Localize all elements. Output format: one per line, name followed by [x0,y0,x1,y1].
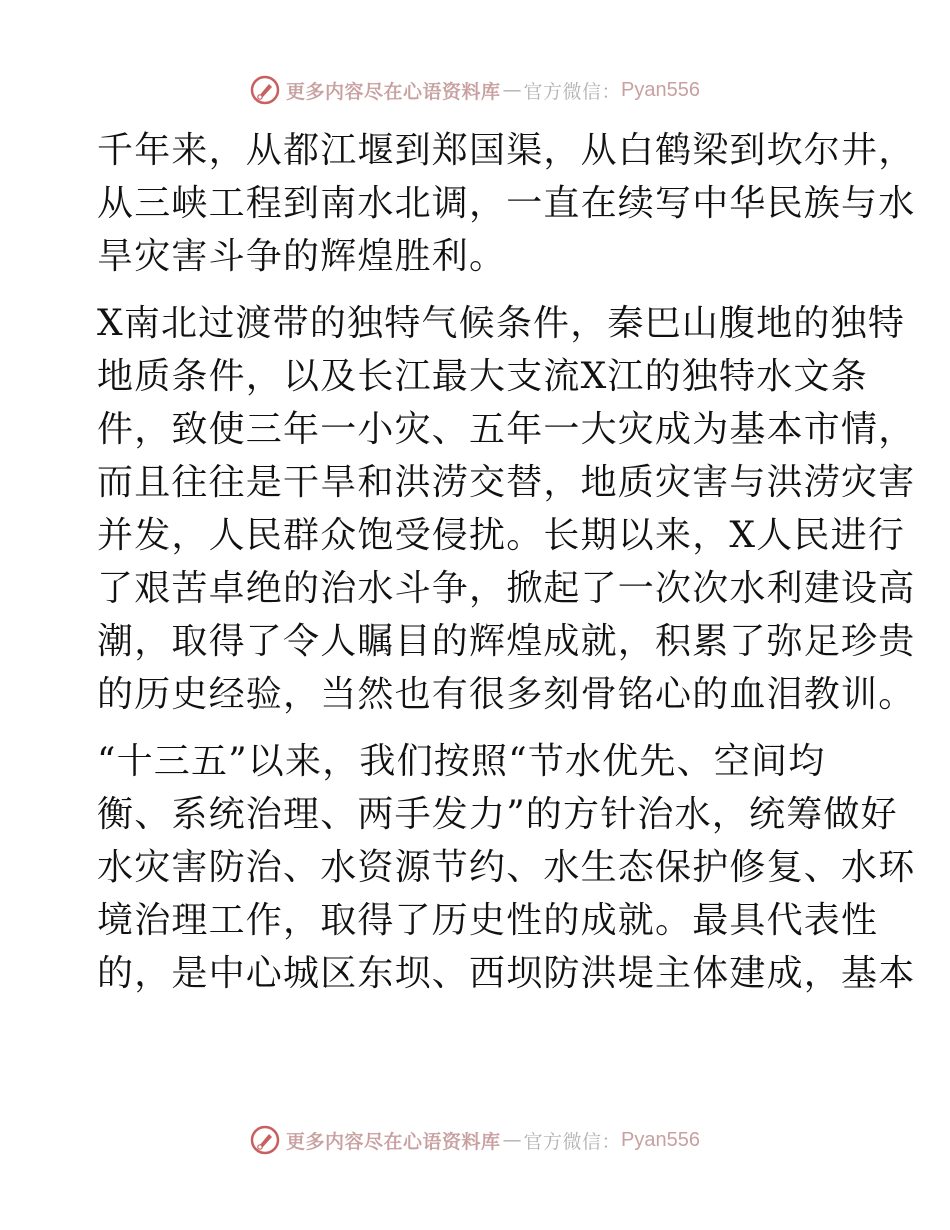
pen-nib-logo-icon [250,75,280,105]
text-line: X南北过渡带的独特气候条件，秦巴山腹地的独特 [97,303,906,344]
banner-brand-text: 更多内容尽在心语资料库 [286,80,501,103]
banner-official-label: 官方微信： [523,80,622,103]
pen-nib-logo-icon [250,1125,280,1155]
paragraph-3 [97,735,916,1000]
text-line: 境治理工作，取得了历史性的成就。最具代表性 [97,900,879,941]
text-line: 旱灾害斗争的辉煌胜利。 [97,236,507,277]
banner-wechat-id: Pyan556 [621,78,700,101]
text-line: 了艰苦卓绝的治水斗争，掀起了一次次水利建设高 [97,568,916,609]
banner-wechat-id: Pyan556 [621,1128,700,1151]
text-line: 地质条件，以及长江最大支流X江的独特水文条 [97,356,868,397]
banner-dash: — [502,79,522,101]
text-line: 件，致使三年一小灾、五年一大灾成为基本市情， [97,409,916,450]
text-line: 的历史经验，当然也有很多刻骨铭心的血泪教训。 [97,674,916,715]
footer-watermark-banner [0,1122,950,1158]
banner-dash: — [502,1129,522,1151]
header-watermark-banner [0,72,950,108]
text-line: 并发，人民群众饱受侵扰。长期以来，X人民进行 [97,515,906,556]
banner-brand-text: 更多内容尽在心语资料库 [286,1130,501,1153]
banner-official-label: 官方微信： [523,1130,622,1153]
text-line: 衡、系统治理、两手发力”的方针治水，统筹做好 [97,794,898,835]
text-line: 潮，取得了令人瞩目的辉煌成就，积累了弥足珍贵 [97,621,916,662]
paragraph-2 [97,297,916,721]
paragraph-1 [97,124,916,283]
document-body [97,124,916,1014]
text-line: 千年来，从都江堰到郑国渠，从白鹤梁到坎尔井， [97,130,916,171]
text-line: 的，是中心城区东坝、西坝防洪堤主体建成，基本 [97,953,916,994]
text-line: 水灾害防治、水资源节约、水生态保护修复、水环 [97,847,916,888]
text-line: 而且往往是干旱和洪涝交替，地质灾害与洪涝灾害 [97,462,916,503]
text-line: “十三五”以来，我们按照“节水优先、空间均 [97,741,826,782]
text-line: 从三峡工程到南水北调，一直在续写中华民族与水 [97,183,916,224]
